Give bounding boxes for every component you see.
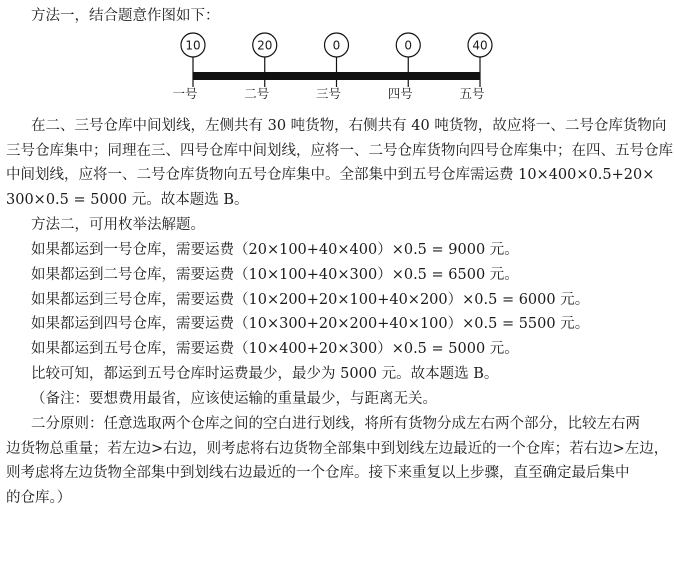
warehouse-label: 一号 — [172, 86, 198, 100]
warehouse-label: 二号 — [244, 86, 270, 100]
note-text: （备注：要想费用最省，应该使运输的重量最少，与距离无关。 — [31, 391, 437, 407]
comparison-text: 比较可知，都运到五号仓库时运费最少，最少为 5000 元。故本题选 B。 — [31, 366, 499, 382]
principle-line-4: 的仓库。） — [6, 490, 72, 506]
method1-heading: 方法一，结合题意作图如下： — [31, 8, 220, 24]
method1-text-line-1: 在二、三号仓库中间划线，左侧共有 30 吨货物，右侧共有 40 吨货物，故应将一、二号仓库货物向 — [31, 118, 667, 134]
method2-case-1: 如果都运到一号仓库，需要运费（20×100+40×400）×0.5 = 9000 元。 — [31, 242, 519, 258]
warehouse-amount: 0 — [404, 38, 413, 53]
method2-case-5: 如果都运到五号仓库，需要运费（10×400+20×300）×0.5 = 5000 元。 — [31, 341, 519, 357]
method1-text-line-3: 中间划线，应将一、二号仓库货物向五号仓库集中。全部集中到五号仓库需运费 10×400×0.5+20× — [6, 167, 655, 183]
principle-line-3: 则考虑将左边货物全部集中到划线右边最近的一个仓库。接下来重复以上步骤，直至确定最后集中 — [6, 465, 630, 481]
warehouse-label: 四号 — [387, 86, 413, 100]
warehouse-amount: 10 — [185, 38, 201, 53]
warehouse-label: 五号 — [459, 86, 485, 100]
method2-case-3: 如果都运到三号仓库，需要运费（10×200+20×100+40×200）×0.5 = 6000 元。 — [31, 292, 590, 308]
warehouse-amount: 20 — [257, 38, 273, 53]
method2-case-4: 如果都运到四号仓库，需要运费（10×300+20×200+40×100）×0.5 = 5500 元。 — [31, 316, 590, 332]
method1-text-line-4: 300×0.5 = 5000 元。故本题选 B。 — [6, 192, 249, 208]
principle-line-2: 边货物总重量；若左边>右边，则考虑将右边货物全部集中到划线左边最近的一个仓库；若右边>左边， — [6, 441, 669, 457]
warehouse-amount: 0 — [332, 38, 341, 53]
warehouse-amount: 40 — [472, 38, 488, 53]
principle-line-1: 二分原则：任意选取两个仓库之间的空白进行划线，将所有货物分成左右两个部分，比较左右两 — [31, 416, 640, 432]
method1-text-line-2: 三号仓库集中；同理在三、四号仓库中间划线，应将一、二号仓库货物向四号仓库集中；在四、五号仓库 — [6, 143, 673, 159]
warehouse-diagram — [0, 28, 674, 100]
method2-heading: 方法二，可用枚举法解题。 — [31, 217, 205, 233]
warehouse-label: 三号 — [315, 86, 342, 100]
method2-case-2: 如果都运到二号仓库，需要运费（10×100+40×300）×0.5 = 6500 元。 — [31, 267, 519, 283]
